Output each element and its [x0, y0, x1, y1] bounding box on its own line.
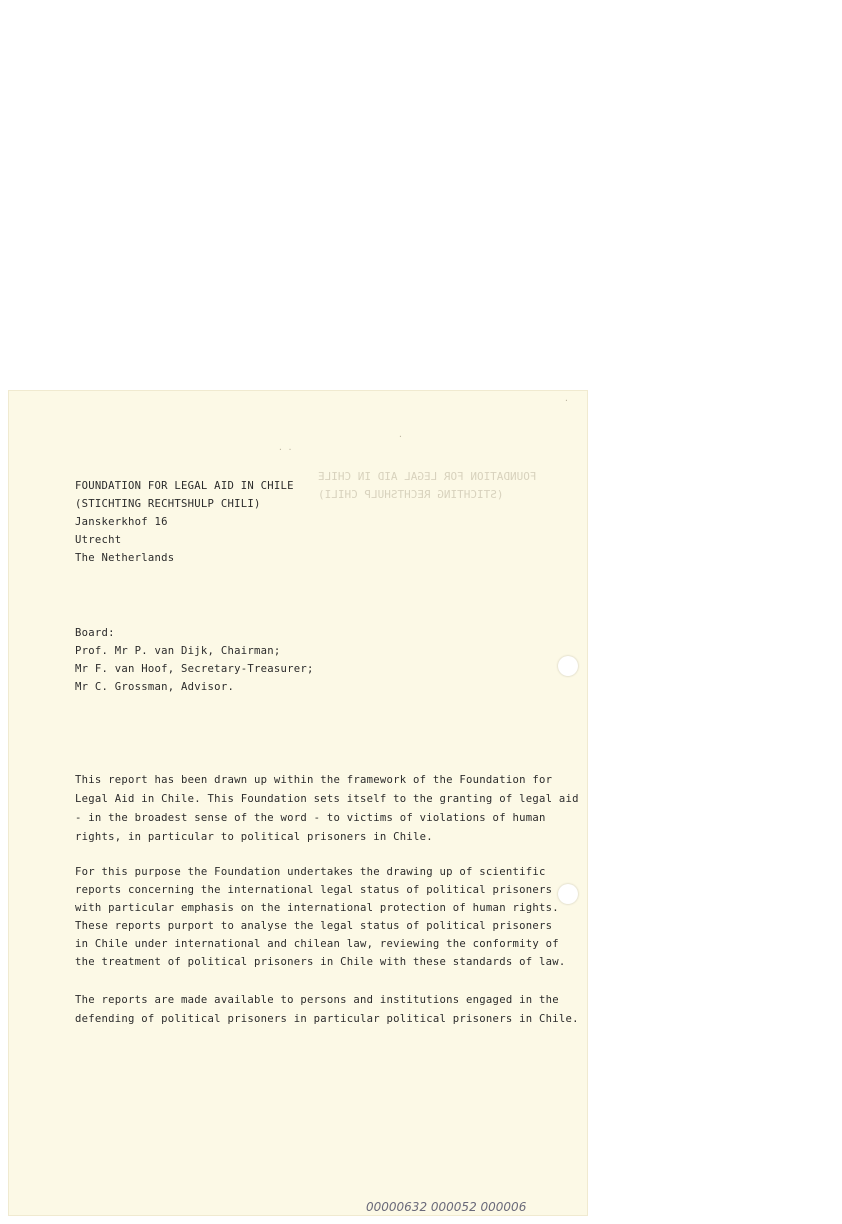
address-city: Utrecht	[75, 534, 122, 546]
org-name-dutch: (STICHTING RECHTSHULP CHILI)	[75, 498, 261, 510]
punch-hole	[558, 656, 578, 676]
paragraph-line: These reports purport to analyse the legal status of political prisoners	[75, 920, 553, 932]
paragraph-line: The reports are made available to persons and institutions engaged in the	[75, 994, 559, 1006]
paragraph-line: This report has been drawn up within the framework of the Foundation for	[75, 774, 553, 786]
punch-hole	[558, 884, 578, 904]
board-member: Mr C. Grossman, Advisor.	[75, 681, 235, 693]
show-through-text: FOUNDATION FOR LEGAL AID IN CHILE	[318, 470, 537, 483]
board-member: Prof. Mr P. van Dijk, Chairman;	[75, 645, 281, 657]
archive-number-stamp: 00000632 000052 000006	[366, 1200, 527, 1214]
paragraph-line: reports concerning the international legal status of political prisoners	[75, 884, 553, 896]
paper-speck: ·	[398, 432, 403, 441]
paragraph-line: defending of political prisoners in particular political prisoners in Chile.	[75, 1013, 579, 1025]
board-member: Mr F. van Hoof, Secretary-Treasurer;	[75, 663, 314, 675]
paper-speck: ·	[564, 396, 569, 405]
paragraph-line: with particular emphasis on the international protection of human rights.	[75, 902, 559, 914]
show-through-text: (STICHTING RECHTSHULP CHILI)	[318, 488, 504, 501]
paragraph-line: - in the broadest sense of the word - to victims of violations of human	[75, 812, 546, 824]
paragraph-line: the treatment of political prisoners in Chile with these standards of law.	[75, 956, 566, 968]
paragraph-line: rights, in particular to political prisoners in Chile.	[75, 831, 433, 843]
document-page	[8, 390, 588, 1216]
org-name: FOUNDATION FOR LEGAL AID IN CHILE	[75, 480, 294, 492]
address-street: Janskerkhof 16	[75, 516, 168, 528]
paragraph-line: For this purpose the Foundation undertakes the drawing up of scientific	[75, 866, 546, 878]
address-country: The Netherlands	[75, 552, 175, 564]
paragraph-line: in Chile under international and chilean law, reviewing the conformity of	[75, 938, 559, 950]
board-label: Board:	[75, 627, 115, 639]
paragraph-line: Legal Aid in Chile. This Foundation sets itself to the granting of legal aid	[75, 793, 579, 805]
paper-speck: · ·	[278, 445, 293, 454]
